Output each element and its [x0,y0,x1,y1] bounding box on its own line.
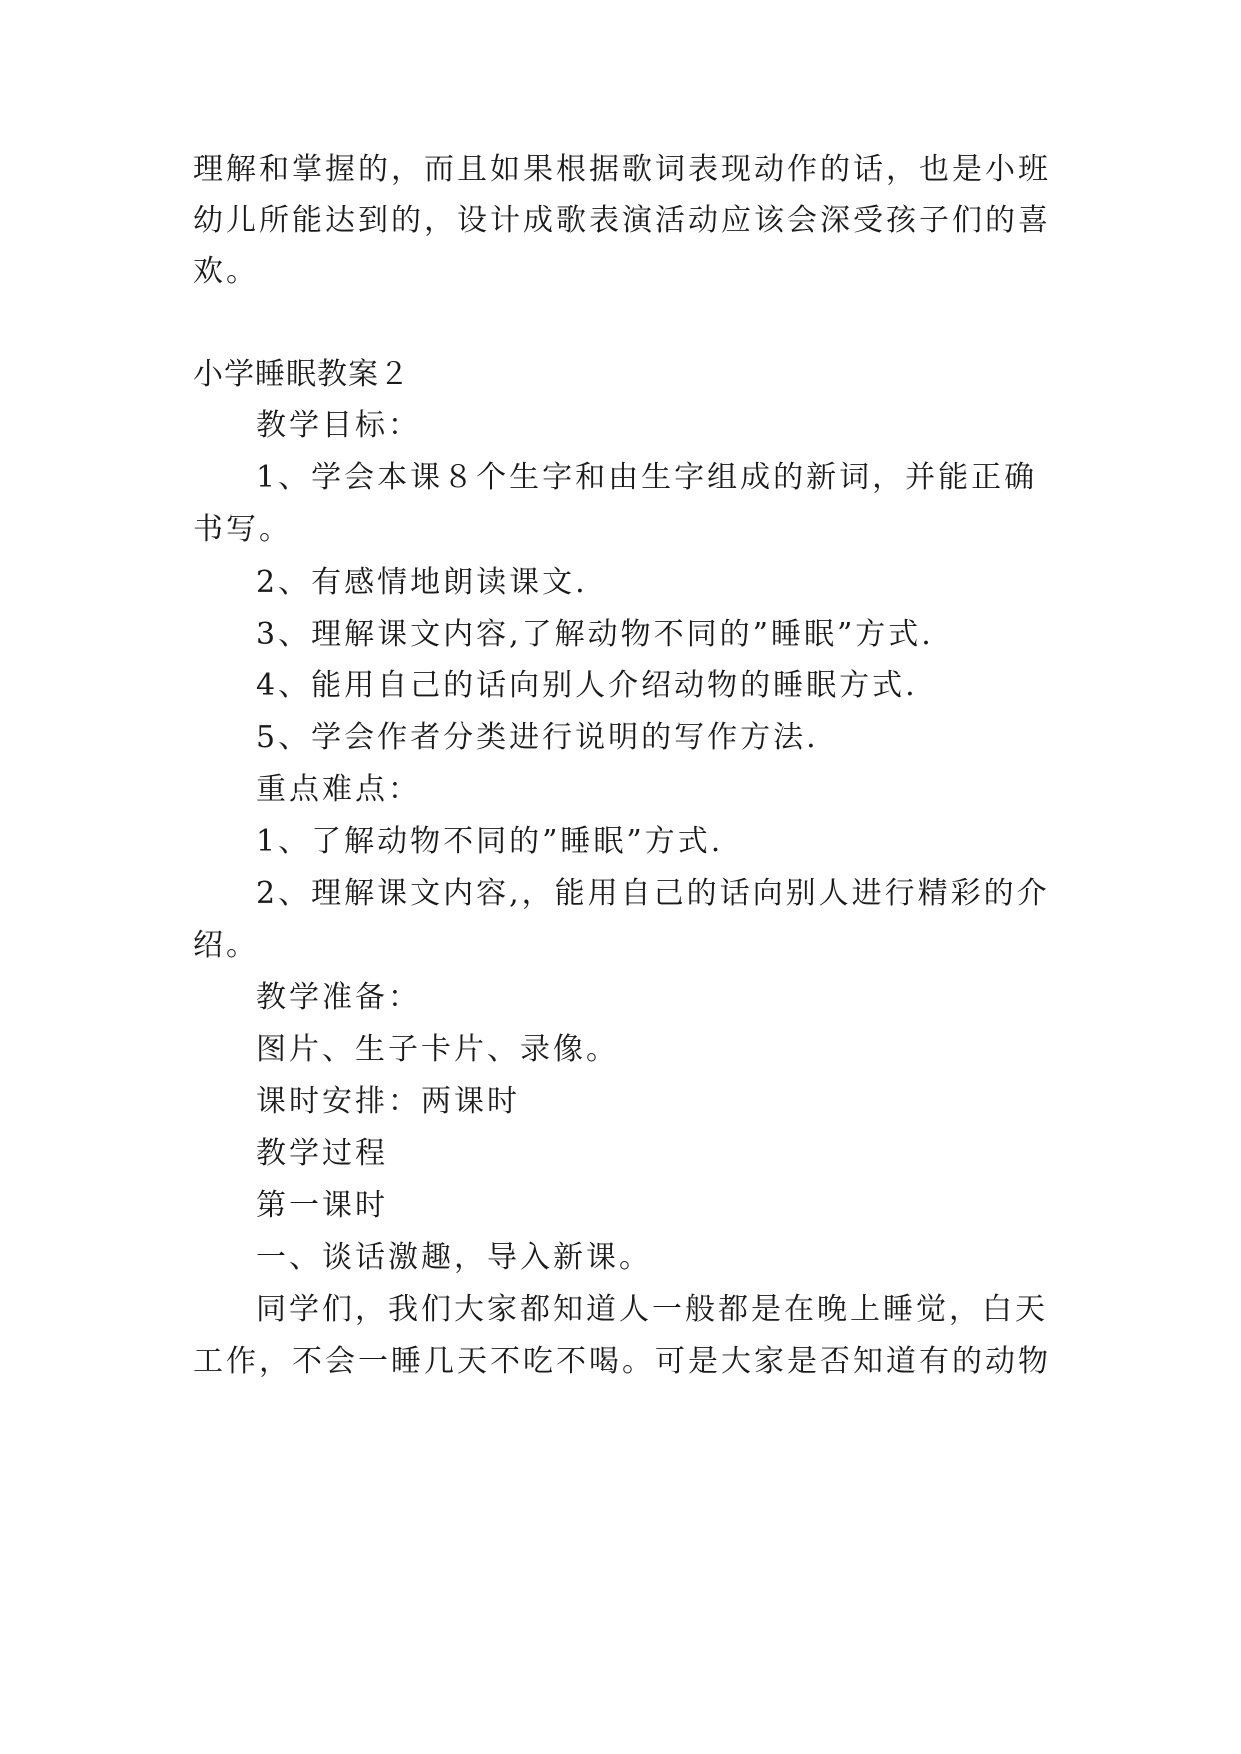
objectives-heading: 教学目标： [256,408,421,443]
process-heading: 教学过程 [256,1136,388,1171]
paragraph-line-2: 工作，不会一睡几天不吃不喝。可是大家是否知道有的动物 [193,1344,1051,1379]
objective-2: 2、有感情地朗读课文. [256,565,588,600]
paragraph-line-1: 同学们，我们大家都知道人一般都是在晚上睡觉，白天 [256,1292,1048,1327]
difficulties-heading: 重点难点： [256,772,421,807]
intro-line-3: 欢。 [193,254,259,289]
preparation-items: 图片、生子卡片、录像。 [256,1032,619,1067]
intro-line-1: 理解和掌握的，而且如果根据歌词表现动作的话，也是小班 [193,152,1051,187]
intro-line-2: 幼儿所能达到的，设计成歌表演活动应该会深受孩子们的喜 [193,203,1051,238]
objective-4: 4、能用自己的话向别人介绍动物的睡眠方式. [256,668,918,703]
objective-5: 5、学会作者分类进行说明的写作方法. [256,720,819,755]
objective-3: 3、理解课文内容,了解动物不同的”睡眠”方式. [256,617,934,652]
objective-1: 1、学会本课８个生字和由生字组成的新词，并能正确 [256,460,1038,495]
objective-1-continued: 书写。 [193,512,292,547]
difficulty-2-continued: 绍。 [193,928,259,963]
difficulty-2: 2、理解课文内容,，能用自己的话向别人进行精彩的介 [256,876,1050,911]
lesson-one-heading: 第一课时 [256,1188,388,1223]
schedule: 课时安排：两课时 [256,1084,520,1119]
difficulty-1: 1、了解动物不同的”睡眠”方式. [256,824,724,859]
step-one: 一、谈话激趣，导入新课。 [256,1240,652,1275]
section-title: 小学睡眠教案２ [193,357,410,392]
preparation-heading: 教学准备： [256,980,421,1015]
